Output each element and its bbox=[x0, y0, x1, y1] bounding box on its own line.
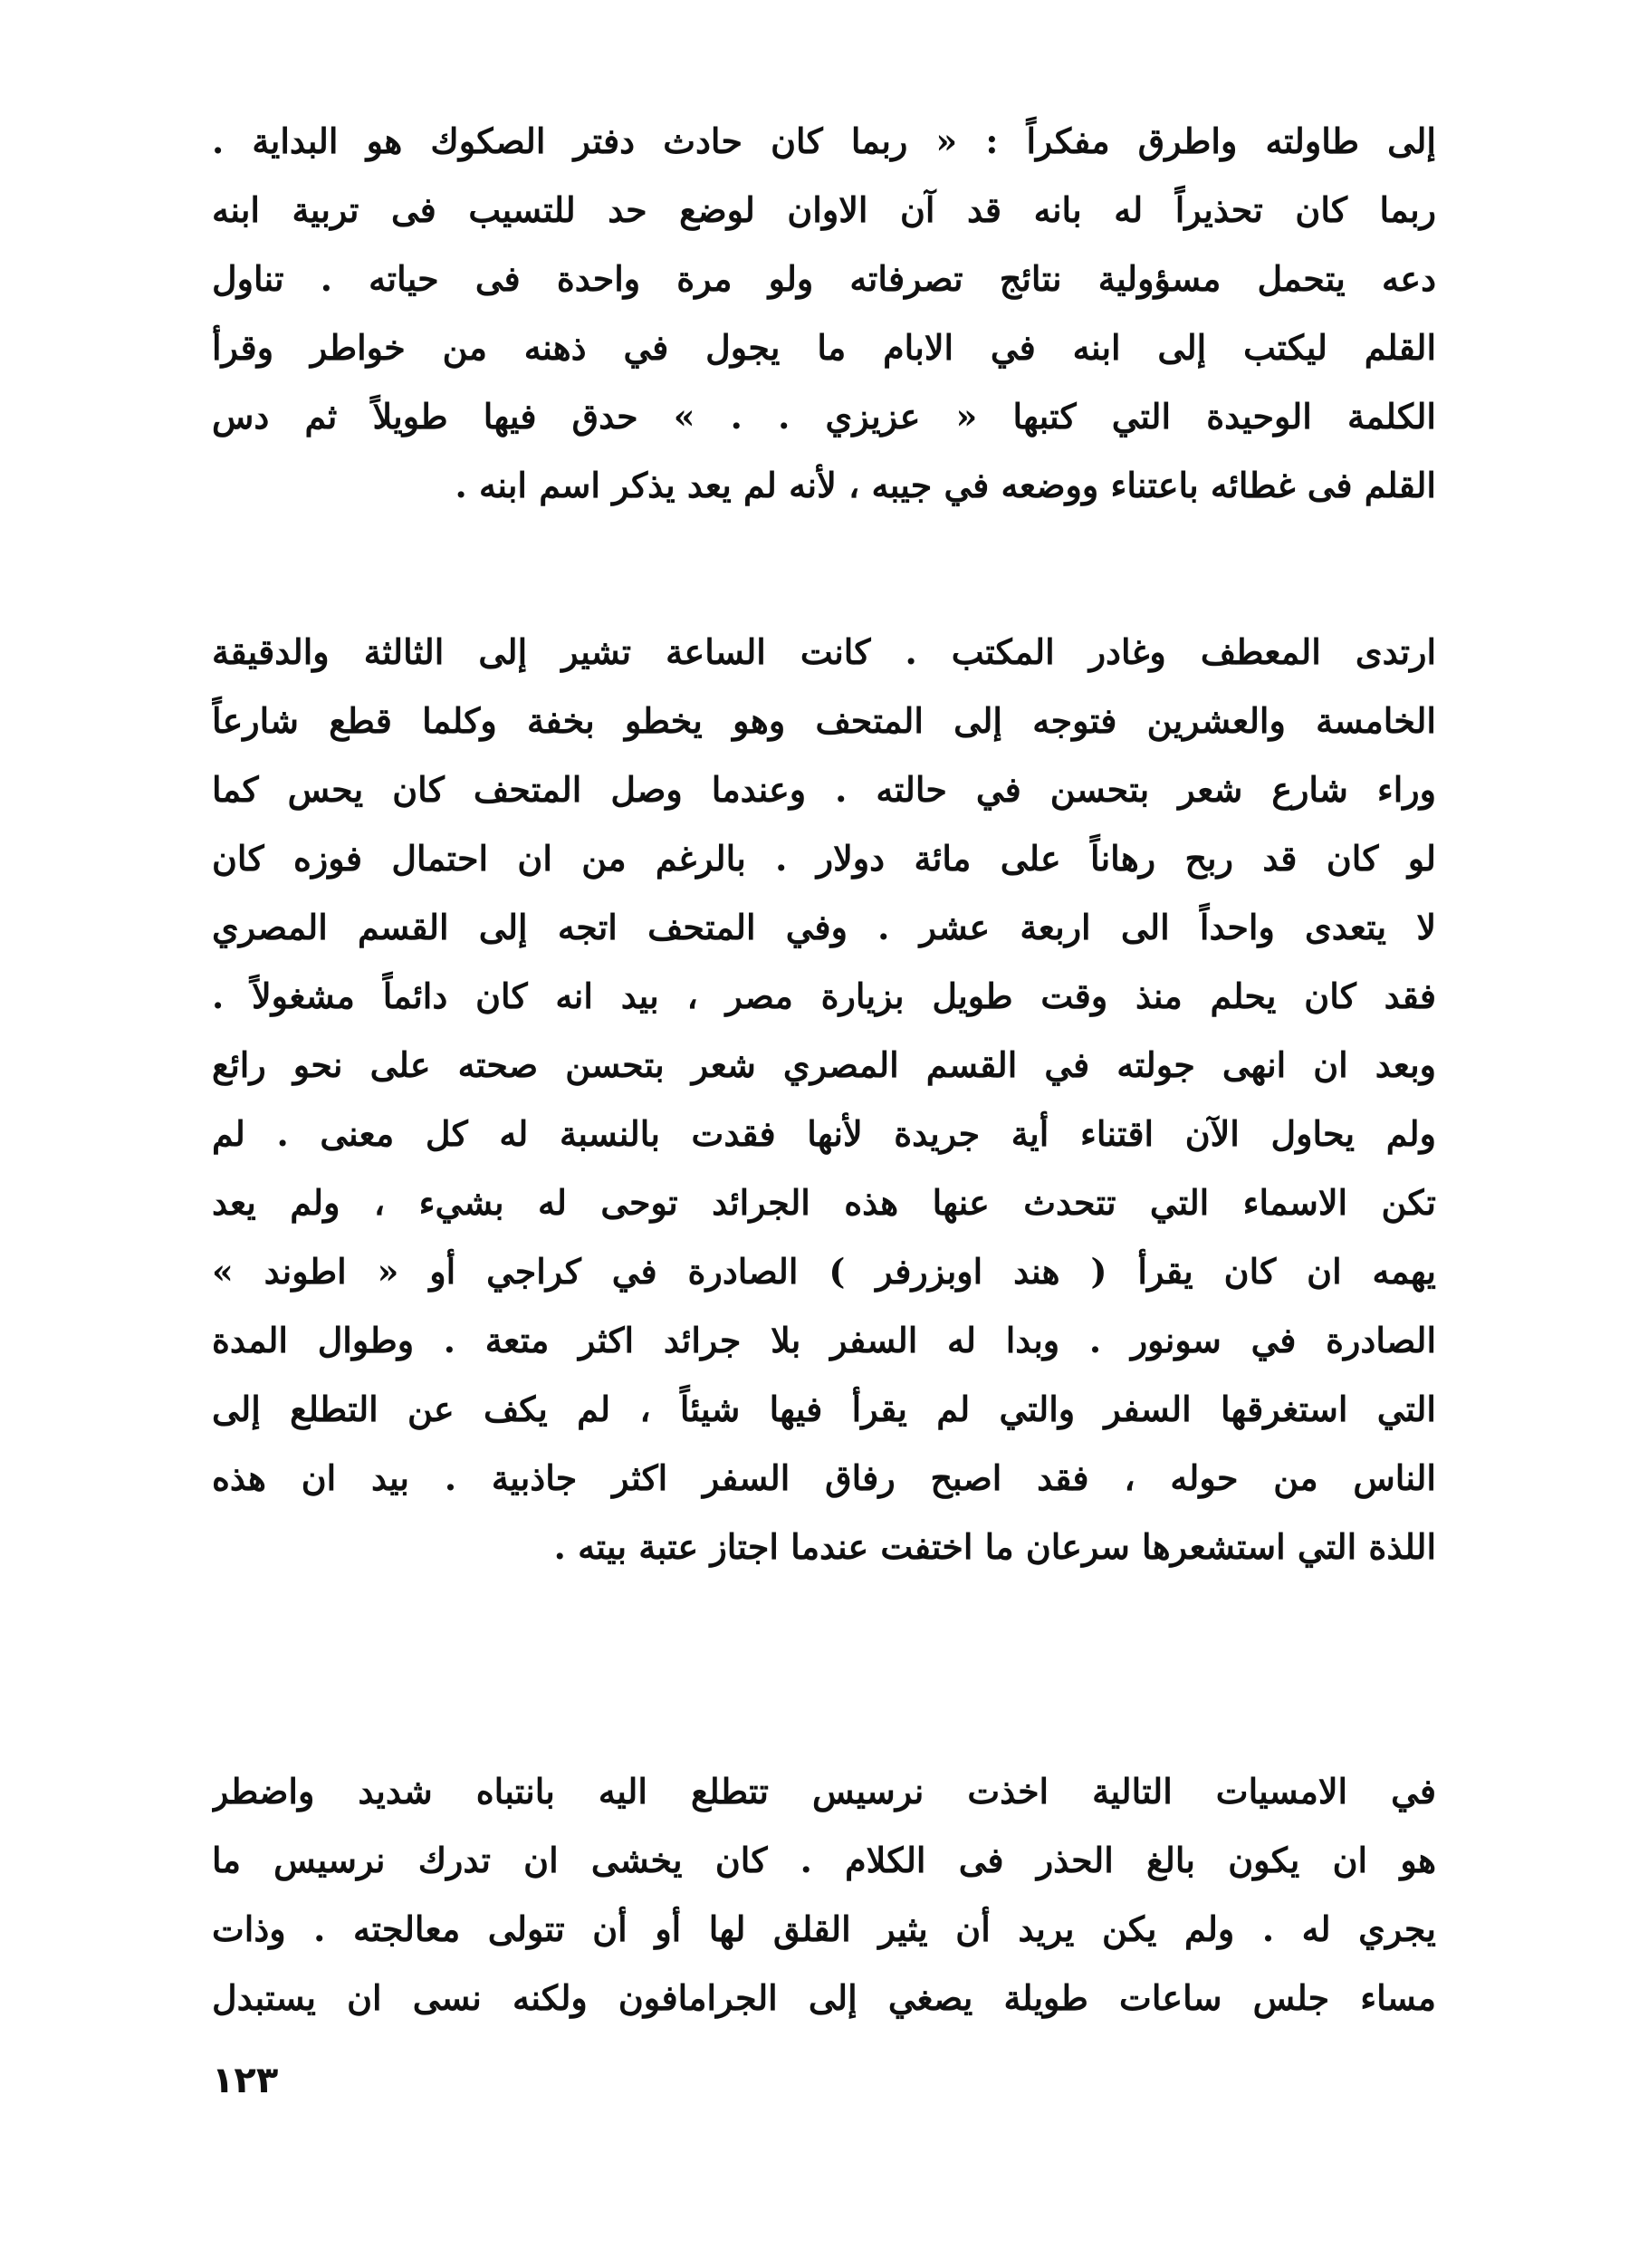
text-line: لو كان قد ربح رهاناً على مائة دولار . بالرغم من ان احتمال فوزه كان bbox=[212, 838, 1436, 879]
paragraph-1 bbox=[212, 107, 1436, 520]
text-line: يهمه ان كان يقرأ ( هند اوبزرفر ) الصادرة في كراجي أو « اطوند » bbox=[212, 1251, 1436, 1292]
paragraph-3 bbox=[212, 1757, 1436, 2033]
text-line: وراء شارع شعر بتحسن في حالته . وعندما وصل المتحف كان يحس كما bbox=[212, 769, 1436, 810]
text-line: مساء جلس ساعات طويلة يصغي إلى الجرامافون ولكنه نسى ان يستبدل bbox=[212, 1977, 1436, 2018]
text-line: القلم ليكتب إلى ابنه في الابام ما يجول في ذهنه من خواطر وقرأ bbox=[212, 327, 1436, 368]
paragraph-2 bbox=[212, 618, 1436, 1581]
text-line: القلم فى غطائه باعتناء ووضعه في جيبه ، لأنه لم يعد يذكر اسم ابنه . bbox=[455, 465, 1436, 505]
text-line: يجري له . ولم يكن يريد أن يثير القلق لها أو أن تتولى معالجته . وذات bbox=[212, 1908, 1436, 1949]
text-line: الصادرة في سونور . وبدا له السفر بلا جرائد اكثر متعة . وطوال المدة bbox=[212, 1320, 1436, 1360]
text-line: دعه يتحمل مسؤولية نتائج تصرفاته ولو مرة واحدة فى حياته . تناول bbox=[212, 258, 1436, 299]
text-line: التي استغرقها السفر والتي لم يقرأ فيها شيئاً ، لم يكف عن التطلع إلى bbox=[212, 1389, 1436, 1429]
text-line: ارتدى المعطف وغادر المكتب . كانت الساعة تشير إلى الثالثة والدقيقة bbox=[212, 631, 1436, 672]
text-line: ولم يحاول الآن اقتناء أية جريدة لأنها فقدت بالنسبة له كل معنى . لم bbox=[212, 1113, 1436, 1154]
text-line: تكن الاسماء التي تتحدث عنها هذه الجرائد توحى له بشيء ، ولم يعد bbox=[212, 1182, 1436, 1223]
text-line: هو ان يكون بالغ الحذر فى الكلام . كان يخشى ان تدرك نرسيس ما bbox=[212, 1840, 1436, 1880]
text-line: ربما كان تحذيراً له بانه قد آن الاوان لوضع حد للتسيب فى تربية ابنه bbox=[212, 189, 1436, 230]
text-line: فقد كان يحلم منذ وقت طويل بزيارة مصر ، بيد انه كان دائماً مشغولاً . bbox=[212, 975, 1436, 1016]
text-line: إلى طاولته واطرق مفكراً : « ربما كان حادث دفتر الصكوك هو البداية . bbox=[212, 120, 1436, 161]
text-line: وبعد ان انهى جولته في القسم المصري شعر بتحسن صحته على نحو رائع bbox=[212, 1044, 1436, 1085]
text-line: الناس من حوله ، فقد اصبح رفاق السفر اكثر جاذبية . بيد ان هذه bbox=[212, 1457, 1436, 1498]
page-number: ١٢٣ bbox=[212, 2060, 279, 2101]
text-line: لا يتعدى واحداً الى اربعة عشر . وفي المتحف اتجه إلى القسم المصري bbox=[212, 907, 1436, 947]
text-line: الكلمة الوحيدة التي كتبها « عزيزي . . » حدق فيها طويلاً ثم دس bbox=[212, 396, 1436, 437]
text-line: في الامسيات التالية اخذت نرسيس تتطلع اليه بانتباه شديد واضطر bbox=[212, 1771, 1436, 1812]
text-line: الخامسة والعشرين فتوجه إلى المتحف وهو يخطو بخفة وكلما قطع شارعاً bbox=[212, 700, 1436, 741]
text-line: اللذة التي استشعرها سرعان ما اختفت عندما اجتاز عتبة بيته . bbox=[553, 1526, 1436, 1567]
